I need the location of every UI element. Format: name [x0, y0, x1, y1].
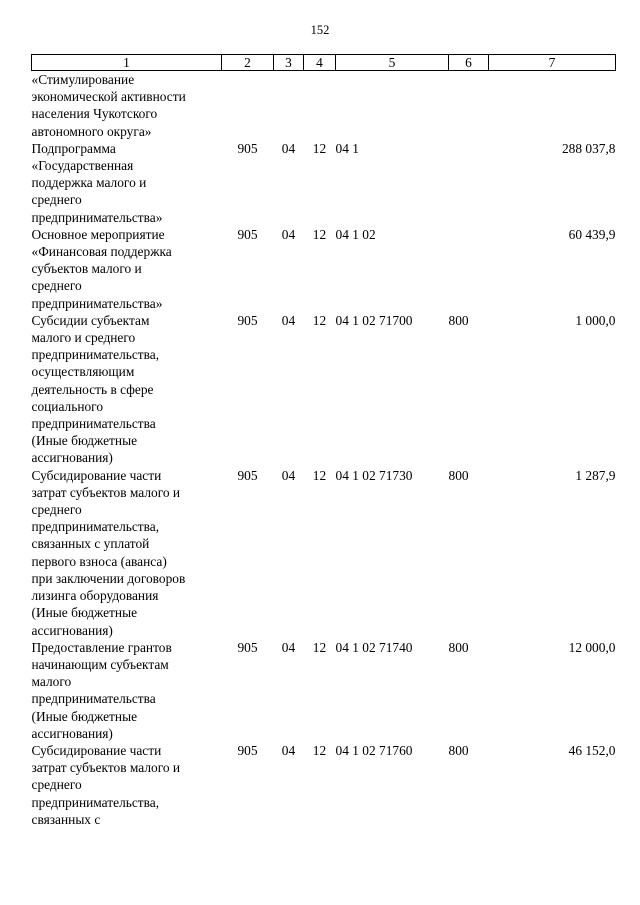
column-number-header-row — [32, 55, 616, 71]
row-name-line: связанных с — [31, 811, 101, 827]
column-header-2: 2 — [222, 55, 274, 71]
expense-type-code — [449, 71, 489, 140]
target-article-code — [336, 71, 449, 140]
row-name-line: среднего — [31, 192, 82, 208]
table-body — [32, 71, 616, 828]
row-name-line: поддержка малого и — [31, 175, 147, 191]
table-row — [32, 226, 616, 312]
row-name-line: социального — [31, 398, 104, 414]
table-row — [32, 140, 616, 226]
row-name-line: Субсидии субъектам — [31, 312, 150, 328]
subsection-code: 12 — [312, 312, 327, 328]
row-name-line: среднего — [31, 502, 82, 518]
section-code: 04 — [281, 742, 296, 758]
column-header-4: 4 — [304, 55, 336, 71]
table-row — [32, 71, 616, 140]
amount: 288 037,8 — [561, 140, 616, 156]
row-name-line: при заключении договоров — [31, 570, 186, 586]
expense-type-code: 800 — [448, 742, 469, 758]
budget-table — [31, 54, 616, 828]
amount: 1 000,0 — [575, 312, 616, 328]
row-name-line: предпринимательства — [31, 691, 156, 707]
column-header-7: 7 — [489, 55, 616, 71]
expense-type-code — [449, 226, 489, 312]
grbs-code — [222, 71, 274, 140]
grbs-code: 905 — [237, 226, 258, 242]
row-name-line: деятельность в сфере — [31, 381, 154, 397]
expense-type-code: 800 — [448, 639, 469, 655]
amount: 12 000,0 — [568, 639, 616, 655]
subsection-code: 12 — [312, 639, 327, 655]
section-code: 04 — [281, 312, 296, 328]
expense-type-code: 800 — [448, 312, 469, 328]
target-article-code: 04 1 02 71740 — [335, 639, 413, 655]
expense-type-code: 800 — [448, 467, 469, 483]
amount: 46 152,0 — [568, 742, 616, 758]
grbs-code: 905 — [237, 639, 258, 655]
grbs-code: 905 — [237, 312, 258, 328]
grbs-code: 905 — [237, 140, 258, 156]
row-name-line: «Стимулирование — [31, 72, 135, 87]
table-row — [32, 312, 616, 467]
row-name-line: субъектов малого и — [31, 261, 142, 277]
row-name-line: Подпрограмма — [31, 140, 116, 156]
row-name-line: среднего — [31, 777, 82, 793]
row-name-line: затрат субъектов малого и — [31, 484, 181, 500]
row-name-line: предпринимательства, — [31, 519, 160, 535]
table-row — [32, 639, 616, 742]
row-name-line: среднего — [31, 278, 82, 294]
row-name-line: Субсидирование части — [31, 467, 162, 483]
page-number: 152 — [310, 23, 330, 37]
row-name — [32, 467, 222, 639]
section-code — [274, 71, 304, 140]
amount: 1 287,9 — [575, 467, 616, 483]
row-name-line: осуществляющим — [31, 364, 135, 380]
row-name-line: затрат субъектов малого и — [31, 760, 181, 776]
row-name — [32, 226, 222, 312]
column-header-6: 6 — [449, 55, 489, 71]
subsection-code: 12 — [312, 467, 327, 483]
row-name-line: (Иные бюджетные — [31, 433, 138, 449]
row-name — [32, 742, 222, 828]
subsection-code: 12 — [312, 140, 327, 156]
section-code: 04 — [281, 639, 296, 655]
section-code: 04 — [281, 140, 296, 156]
row-name-line: экономической активности — [31, 89, 186, 105]
section-code: 04 — [281, 467, 296, 483]
row-name-line: малого и среднего — [31, 330, 136, 346]
row-name-line: предпринимательства» — [31, 295, 163, 311]
row-name-line: «Государственная — [31, 158, 134, 174]
amount: 60 439,9 — [568, 226, 616, 242]
grbs-code: 905 — [237, 742, 258, 758]
row-name-line: автономного округа» — [31, 123, 152, 139]
row-name-line: лизинга оборудования — [31, 588, 159, 604]
row-name-line: первого взноса (аванса) — [31, 553, 167, 569]
row-name-line: предпринимательства — [31, 416, 156, 432]
target-article-code: 04 1 02 — [335, 226, 376, 242]
row-name-line: предпринимательства, — [31, 794, 160, 810]
target-article-code: 04 1 — [335, 140, 359, 156]
target-article-code: 04 1 02 71700 — [335, 312, 413, 328]
row-name-line: Предоставление грантов — [31, 639, 172, 655]
row-name — [32, 639, 222, 742]
subsection-code: 12 — [312, 742, 327, 758]
row-name-line: предпринимательства» — [31, 209, 163, 225]
row-name-line: предпринимательства, — [31, 347, 160, 363]
row-name-line: ассигнования) — [31, 622, 113, 638]
row-name — [32, 312, 222, 467]
row-name-line: (Иные бюджетные — [31, 708, 138, 724]
expense-type-code — [449, 140, 489, 226]
target-article-code: 04 1 02 71730 — [335, 467, 413, 483]
subsection-code: 12 — [312, 226, 327, 242]
row-name-line: связанных с уплатой — [31, 536, 150, 552]
subsection-code — [304, 71, 336, 140]
section-code: 04 — [281, 226, 296, 242]
row-name-line: (Иные бюджетные — [31, 605, 138, 621]
row-name-line: «Финансовая поддержка — [31, 244, 172, 260]
row-name-line: населения Чукотского — [31, 106, 158, 122]
row-name — [32, 71, 222, 140]
grbs-code: 905 — [237, 467, 258, 483]
column-header-3: 3 — [274, 55, 304, 71]
row-name-line: малого — [31, 674, 72, 690]
row-name-line: ассигнования) — [31, 725, 113, 741]
amount — [489, 71, 616, 140]
row-name — [32, 140, 222, 226]
table-row — [32, 742, 616, 828]
row-name-line: Основное мероприятие — [31, 226, 165, 242]
table-row — [32, 467, 616, 639]
column-header-5: 5 — [336, 55, 449, 71]
target-article-code: 04 1 02 71760 — [335, 742, 413, 758]
row-name-line: начинающим субъектам — [31, 656, 169, 672]
row-name-line: Субсидирование части — [31, 742, 162, 758]
row-name-line: ассигнования) — [31, 450, 113, 466]
column-header-1: 1 — [32, 55, 222, 71]
